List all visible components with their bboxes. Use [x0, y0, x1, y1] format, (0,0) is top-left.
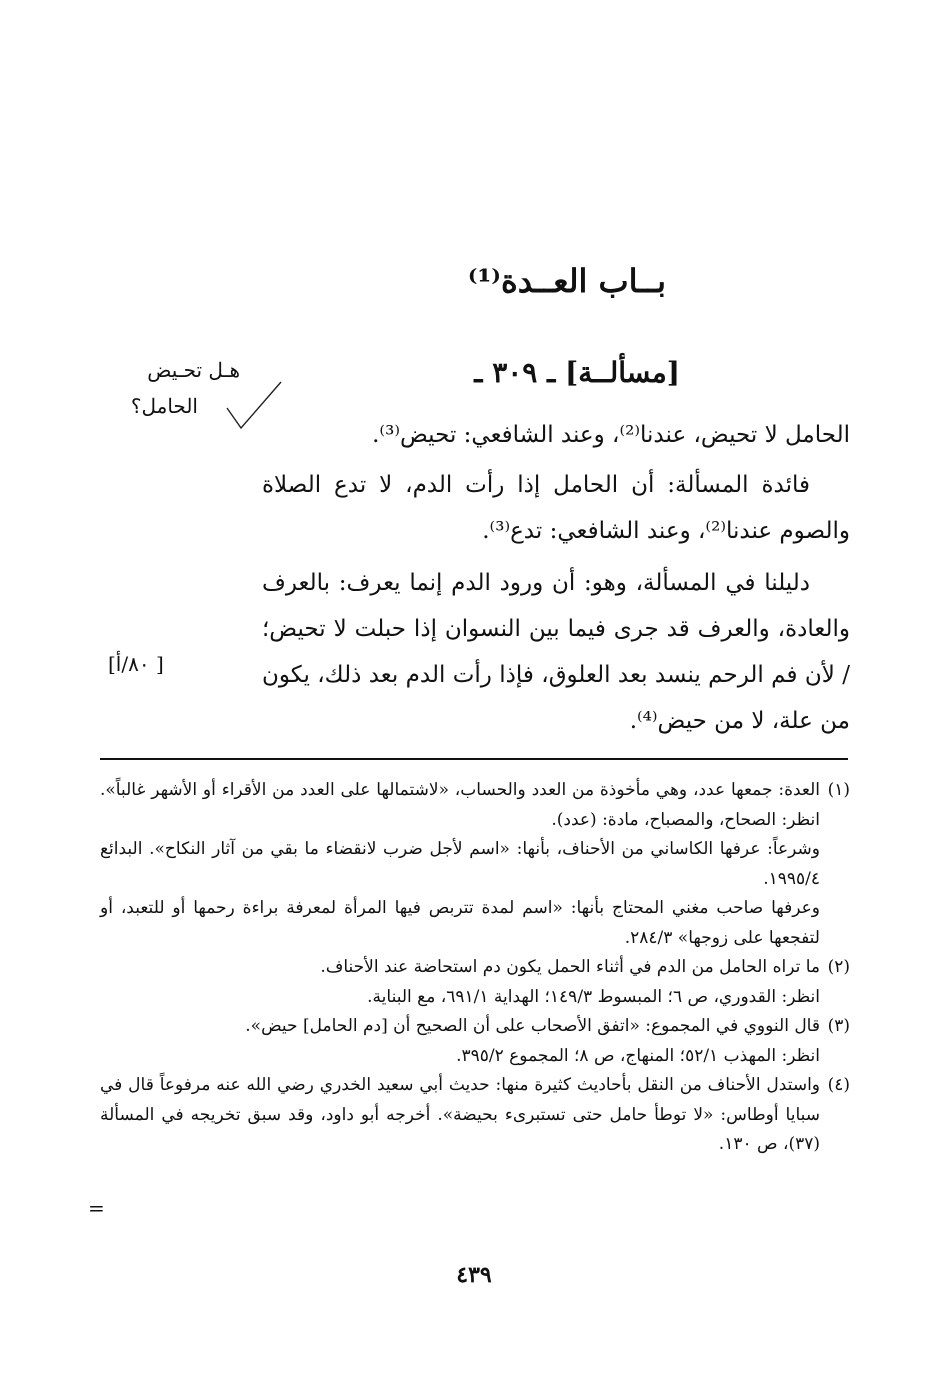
footnote-line: انظر: المهذب ٥٢/١؛ المنهاج، ص ٨؛ المجموع ٣٩٥/٢.: [456, 1045, 820, 1066]
footnote-4: [100, 1071, 850, 1160]
body-paragraph-3: [262, 560, 850, 744]
continuation-mark: =: [88, 1196, 105, 1220]
footnote-number: (٣): [827, 1016, 850, 1036]
footnote-line: قال النووي في المجموع: «اتفق الأصحاب على أن الصحيح أن [دم الحامل] حيض».: [245, 1016, 820, 1036]
body-paragraph-2: [262, 462, 850, 554]
footnote-line: انظر: القدوري، ص ٦؛ المبسوط ١٤٩/٣؛ الهداية ٦٩١/١، مع البناية.: [367, 986, 820, 1007]
footnote-number: (٢): [827, 957, 850, 977]
footnote-line: العدة: جمعها عدد، وهي مأخوذة من العدد والحساب، «لاشتمالها على العدد من الأقراء أو الأشهر غالباً». انظر: الصحاح، والمصباح، مادة: (عدد).: [100, 780, 820, 830]
footnote-3: [100, 1012, 850, 1071]
paragraph-text: فائدة المسألة: أن الحامل إذا رأت الدم، لا تدع الصلاة والصوم عندنا⁽²⁾، وعند الشافعي: تدع⁽³⁾.: [262, 472, 850, 544]
footnote-number: (٤): [827, 1075, 850, 1095]
footnote-line: وشرعاً: عرفها الكاساني من الأحناف، بأنها: «اسم لأجل ضرب لانقضاء ما بقي من آثار النكاح». البدائع ١٩٩٥/٤.: [100, 839, 820, 889]
footnote-line: ما تراه الحامل من الدم في أثناء الحمل يكون دم استحاضة عند الأحناف.: [320, 957, 820, 977]
footnote-number: (١): [827, 780, 850, 800]
footnote-1: [100, 776, 850, 953]
body-paragraph-1: [262, 412, 850, 458]
page-number: ٤٣٩: [456, 1262, 492, 1288]
paragraph-text: الحامل لا تحيض، عندنا⁽²⁾، وعند الشافعي: تحيض⁽³⁾.: [372, 422, 850, 448]
chapter-title: بــاب العــدة⁽¹⁾: [467, 262, 666, 300]
margin-note-line-1: هـل تحـيض: [147, 358, 240, 382]
footnotes-section: [100, 776, 850, 1160]
masala-heading: [مسألــة] ـ ٣٠٩ ـ: [474, 356, 680, 389]
footnote-2: [100, 953, 850, 1012]
footnote-line: واستدل الأحناف من النقل بأحاديث كثيرة منها: حديث أبي سعيد الخدري رضي الله عنه مرفوعاً قال في سبايا أوطاس: «لا توطأ حامل حتى تستبرىء بحيضة». أخرجه أبو داود، وقد سبق تخريجه في المسألة (٣٧)، ص ١٣٠.: [100, 1075, 820, 1154]
manuscript-folio-marker: [ ٨٠/أ]: [108, 652, 164, 676]
footnote-line: وعرفها صاحب مغني المحتاج بأنها: «اسم لمدة تتربص فيها المرأة لمعرفة براءة رحمها أو للتعبد، أو لتفجعها على زوجها» ٢٨٤/٣.: [100, 898, 820, 948]
paragraph-text: دليلنا في المسألة، وهو: أن ورود الدم إنما يعرف: بالعرف والعادة، والعرف قد جرى فيما بين النسوان إذا حبلت لا تحيض؛ / لأن فم الرحم ينسد بعد العلوق، فإذا رأت الدم بعد ذلك، يكون من علة، لا من حيض⁽⁴⁾.: [262, 570, 850, 734]
footnote-divider: [100, 758, 848, 760]
margin-note-line-2: الحامل؟: [130, 394, 198, 418]
